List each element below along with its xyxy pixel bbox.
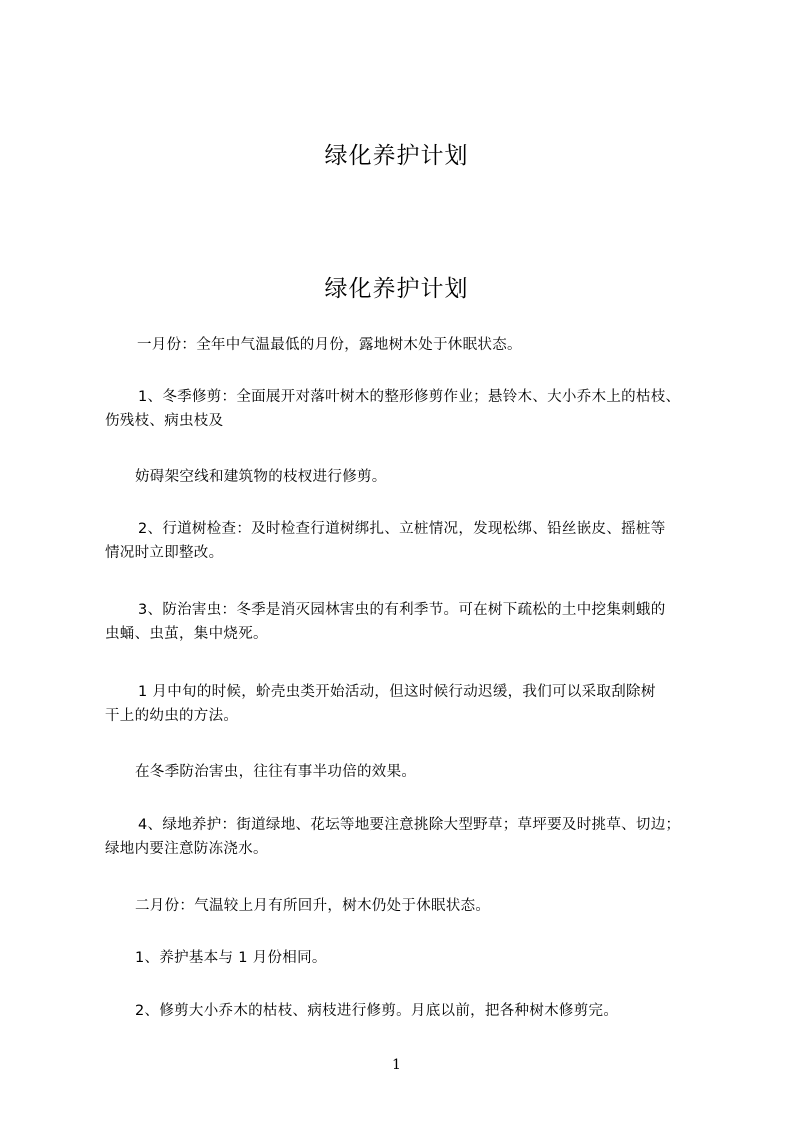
- paragraph-line: 妨碍架空线和建筑物的枝杈进行修剪。: [135, 469, 387, 485]
- paragraph-green-space-care: [105, 813, 725, 861]
- paragraph-february-pruning: [105, 999, 725, 1023]
- paragraph-pruning-continued: [105, 465, 725, 489]
- paragraph-line: 3、防治害虫：冬季是消灭园林害虫的有利季节。可在树下疏松的土中挖集刺蛾的: [138, 602, 666, 618]
- paragraph-line: 4、绿地养护：街道绿地、花坛等地要注意挑除大型野草；草坪要及时挑草、切边；: [138, 817, 681, 833]
- paragraph-line: 1 月中旬的时候，蚧壳虫类开始活动，但这时候行动迟缓，我们可以采取刮除树: [138, 684, 656, 700]
- paragraph-scale-insects: [105, 680, 725, 728]
- paragraph-line: 1、养护基本与 1 月份相同。: [135, 950, 327, 966]
- paragraph-pest-control: [105, 598, 725, 646]
- page-title: 绿化养护计划: [324, 143, 469, 169]
- paragraph-line: 干上的幼虫的方法。: [105, 708, 239, 724]
- page-number: 1: [392, 1057, 401, 1073]
- paragraph-line: 绿地内要注意防冻浇水。: [105, 841, 268, 857]
- paragraph-line: 1、冬季修剪：全面展开对落叶树木的整形修剪作业；悬铃木、大小乔木上的枯枝、: [138, 389, 681, 405]
- paragraph-february-maintenance: [105, 946, 725, 970]
- paragraph-february-intro: [105, 894, 725, 918]
- paragraph-street-tree-check: [105, 517, 725, 565]
- paragraph-line: 二月份：气温较上月有所回升，树木仍处于休眠状态。: [135, 898, 491, 914]
- paragraph-line: 伤残枝、病虫枝及: [105, 413, 224, 429]
- paragraph-line: 在冬季防治害虫，往往有事半功倍的效果。: [135, 764, 417, 780]
- paragraph-january-intro: [105, 333, 725, 357]
- paragraph-line: 2、修剪大小乔木的枯枝、病枝进行修剪。月底以前，把各种树木修剪完。: [135, 1003, 619, 1019]
- paragraph-winter-pest-effect: [105, 760, 725, 784]
- paragraph-line: 一月份：全年中气温最低的月份，露地树木处于休眠状态。: [137, 337, 522, 353]
- paragraph-line: 情况时立即整改。: [105, 545, 224, 561]
- paragraph-line: 2、行道树检查：及时检查行道树绑扎、立桩情况，发现松绑、铅丝嵌皮、摇桩等: [138, 521, 666, 537]
- paragraph-winter-pruning: [105, 385, 725, 433]
- paragraph-line: 虫蛹、虫茧，集中烧死。: [105, 626, 268, 642]
- section-heading: 绿化养护计划: [324, 276, 469, 302]
